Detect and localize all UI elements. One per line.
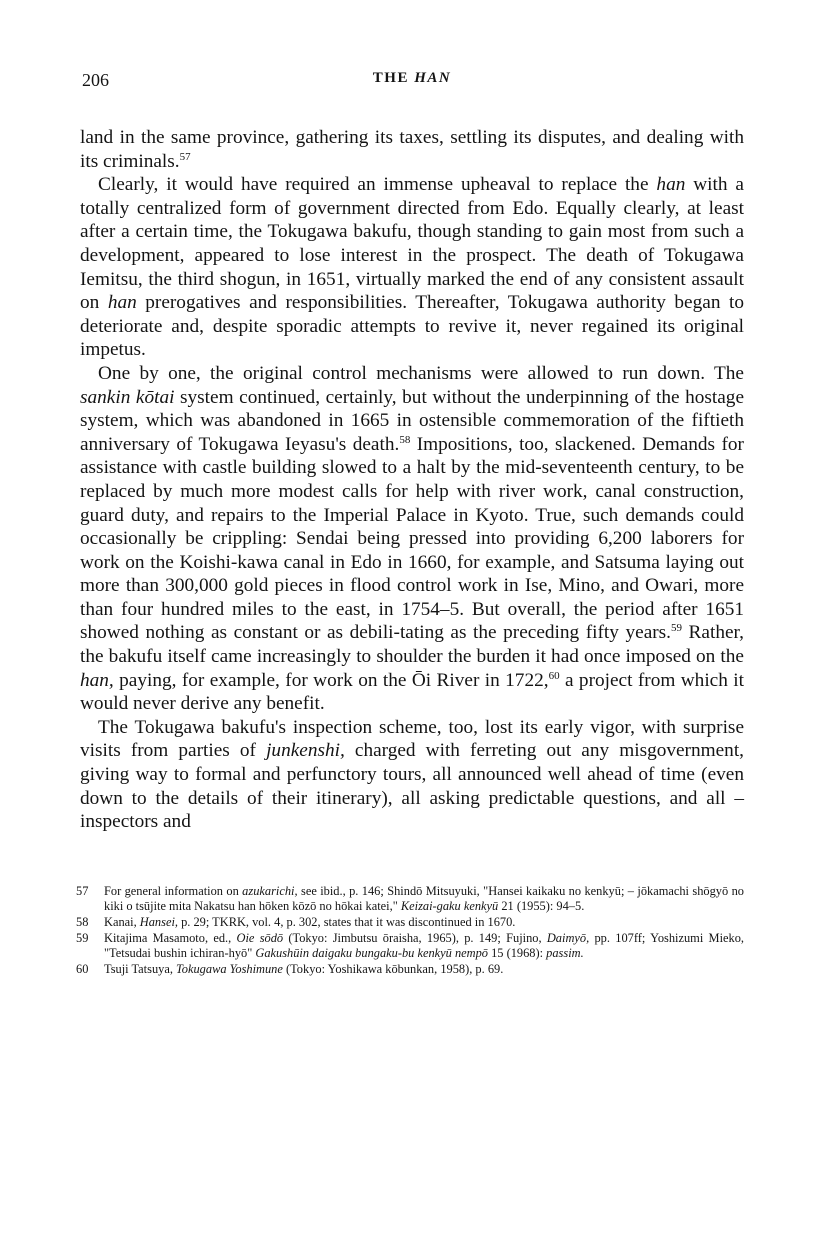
paragraph-text: The Tokugawa bakufu's inspection scheme, too, lost its early vigor, with surprise visits from parties of xyxy=(80,716,744,762)
footnote-text: Kitajima Masamoto, ed., xyxy=(104,930,237,945)
italic-term: Hansei, xyxy=(139,915,178,929)
paragraph-2 xyxy=(80,173,744,362)
footnote-text: For general information on xyxy=(104,883,243,898)
running-title-prefix: THE xyxy=(372,70,415,86)
footnote-number: 60 xyxy=(76,961,89,976)
paragraph-text: Rather, the bakufu itself came increasingly to shoulder the burden it had once imposed on the xyxy=(80,622,745,668)
running-title-italic: HAN xyxy=(414,70,452,86)
italic-term: Oie sōdō xyxy=(236,930,284,945)
italic-term: azukarichi, xyxy=(242,883,298,898)
running-title xyxy=(80,70,744,87)
paragraph-text: system continued, certainly, but without the underpinning of the hostage system, which was abandoned in 1665 in ostensible commemoration of the fiftieth anniversary of Tokugawa Ieyasu's death. xyxy=(80,386,745,455)
footnote-ref-58: 58 xyxy=(399,433,411,446)
page-number: 206 xyxy=(82,70,109,90)
paragraph-4 xyxy=(80,716,744,834)
footnote-text: (Tokyo: Yoshikawa kōbunkan, 1958), p. 69. xyxy=(282,961,504,976)
footnote-number: 59 xyxy=(76,930,89,945)
paragraph-text: a project from which it would never derive any benefit. xyxy=(80,669,744,715)
italic-term: junkenshi, xyxy=(266,740,345,762)
italic-term: Daimyō, xyxy=(546,930,590,945)
footnote-text: (Tokyo: Jimbutsu ōraisha, 1965), p. 149; Fujino, xyxy=(283,930,547,945)
paragraph-text: paying, for example, for work on the Ōi River in 1722, xyxy=(113,669,549,691)
italic-term: Gakushūin daigaku bungaku-bu kenkyū nempō xyxy=(255,946,488,961)
book-page xyxy=(76,70,745,977)
footnote-text: p. 29; TKRK, vol. 4, p. 302, states that it was discontinued in 1670. xyxy=(177,915,516,929)
footnote-58 xyxy=(76,915,744,931)
italic-term: han xyxy=(656,174,686,196)
paragraph-text: land in the same province, gathering its taxes, settling its disputes, and dealing with its criminals. xyxy=(80,127,744,172)
paragraph-text: charged with ferreting out any misgovernment, giving way to formal and perfunctory tours, all announced well ahead of time (even down to the details of their itinerary), all asking predictable questions, and all – inspectors and xyxy=(80,740,744,833)
italic-term: Keizai-gaku kenkyū xyxy=(400,899,499,914)
italic-term: han, xyxy=(80,669,114,691)
footnote-ref-60: 60 xyxy=(548,669,560,682)
footnote-60 xyxy=(76,961,744,978)
footnotes xyxy=(76,883,744,978)
italic-term: han xyxy=(107,292,137,314)
footnote-text: see ibid., p. 146; Shindō Mitsuyuki, "Hansei kaikaku no kenkyū; – jōkamachi shōgyō no kiki o tsūjite mita Nakatsu han hōken kōzō no hōkai katei," xyxy=(104,883,744,914)
body-text xyxy=(80,126,744,834)
italic-term: sankin kōtai xyxy=(80,386,175,408)
paragraph-text: with a totally centralized form of government directed from Edo. Equally clearly, at least after a certain time, the Tokugawa bakufu, though standing to gain most from such a development, appeared to lose interest in the prospect. The death of Tokugawa Iemitsu, the third shogun, in 1651, virtually marked the end of any consistent assault on xyxy=(80,174,744,314)
paragraph-text: prerogatives and responsibilities. Thereafter, Tokugawa authority began to deteriorate and, despite sporadic attempts to revive it, never regained its original impetus. xyxy=(80,292,744,361)
footnote-number: 58 xyxy=(76,915,89,929)
footnote-text: 21 (1955): 94–5. xyxy=(498,899,585,914)
footnote-text: pp. 107ff; Yoshizumi Mieko, "Tetsudai bushin ichiran-hyō" xyxy=(104,930,744,961)
footnote-number: 57 xyxy=(76,883,89,898)
paragraph-text: Impositions, too, slackened. Demands for assistance with castle building slowed to a halt by the mid-seventeenth century, to be replaced by much more modest calls for help with river work, canal construction, guard duty, and repairs to the Imperial Palace in Kyoto. True, such demands could occasionally be crippling: Sendai being pressed into providing 6,200 laborers for work on the Koishi-kawa canal in Edo in 1660, for example, and Satsuma laying out more than 300,000 gold pieces in flood control work in Ise, Mino, and Owari, more than four hundred miles to the east, in 1754–5. But overall, the period after 1651 showed nothing as constant or as debili-tating as the preceding fifty years. xyxy=(80,433,744,644)
italic-term: Tokugawa Yoshimune xyxy=(176,961,283,976)
footnote-text: Tsuji Tatsuya, xyxy=(104,961,177,976)
paragraph-1 xyxy=(80,126,744,173)
footnote-text: Kanai, xyxy=(104,915,140,929)
paragraph-3 xyxy=(80,362,744,716)
paragraph-text: Clearly, it would have required an immense upheaval to replace the xyxy=(98,174,657,196)
footnote-59 xyxy=(76,930,744,962)
footnote-ref-57: 57 xyxy=(179,150,191,163)
italic-term: passim. xyxy=(546,946,584,961)
running-head xyxy=(80,70,744,98)
paragraph-text: One by one, the original control mechanisms were allowed to run down. The xyxy=(98,362,744,384)
footnote-ref-59: 59 xyxy=(671,622,682,635)
footnote-57 xyxy=(76,883,744,915)
footnote-text: 15 (1968): xyxy=(487,946,547,961)
